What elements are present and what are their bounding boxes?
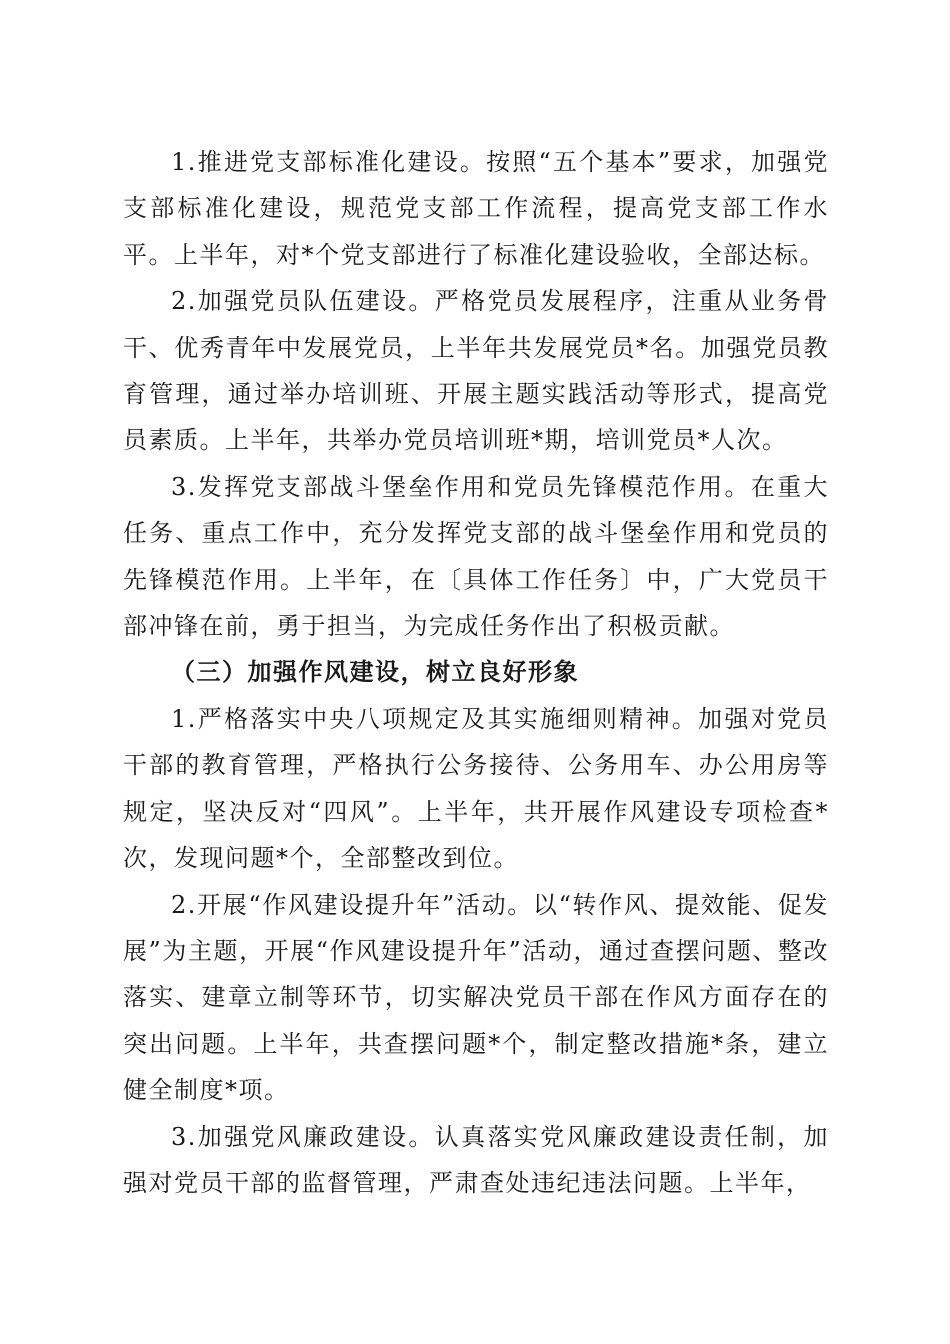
paragraph-improvement-year: 2.开展“作风建设提升年”活动。以“转作风、提效能、促发展”为主题，开展“作风建设提升年”活动，通过查摆问题、整改落实、建章立制等环节，切实解决党员干部在作风方面存在的突出问题。上半年，共查摆问题*个，制定整改措施*条，建立健全制度*项。 — [123, 890, 829, 1105]
paragraph-member-team: 2.加强党员队伍建设。严格党员发展程序，注重从业务骨干、优秀青年中发展党员，上半年共发展党员*名。加强党员教育管理，通过举办培训班、开展主题实践活动等形式，提高党员素质。上半年，共举办党员培训班*期，培训党员*人次。 — [123, 287, 829, 455]
section-heading-work-style: （三）加强作风建设，树立良好形象 — [171, 657, 579, 687]
paragraph-eight-rules: 1.严格落实中央八项规定及其实施细则精神。加强对党员干部的教育管理，严格执行公务接待、公务用车、办公用房等规定，坚决反对“四风”。上半年，共开展作风建设专项检查*次，发现问题*个，全部整改到位。 — [123, 704, 829, 873]
paragraph-integrity: 3.加强党风廉政建设。认真落实党风廉政建设责任制，加强对党员干部的监督管理，严肃查处违纪违法问题。上半年， — [123, 1122, 829, 1197]
paragraph-vanguard-role: 3.发挥党支部战斗堡垒作用和党员先锋模范作用。在重大任务、重点工作中，充分发挥党支部的战斗堡垒作用和党员的先锋模范作用。上半年，在〔具体工作任务〕中，广大党员干部冲锋在前，勇于担当，为完成任务作出了积极贡献。 — [123, 472, 829, 641]
document-page — [123, 139, 829, 1206]
paragraph-standardization: 1.推进党支部标准化建设。按照“五个基本”要求，加强党支部标准化建设，规范党支部工作流程，提高党支部工作水平。上半年，对*个党支部进行了标准化建设验收，全部达标。 — [123, 148, 829, 269]
